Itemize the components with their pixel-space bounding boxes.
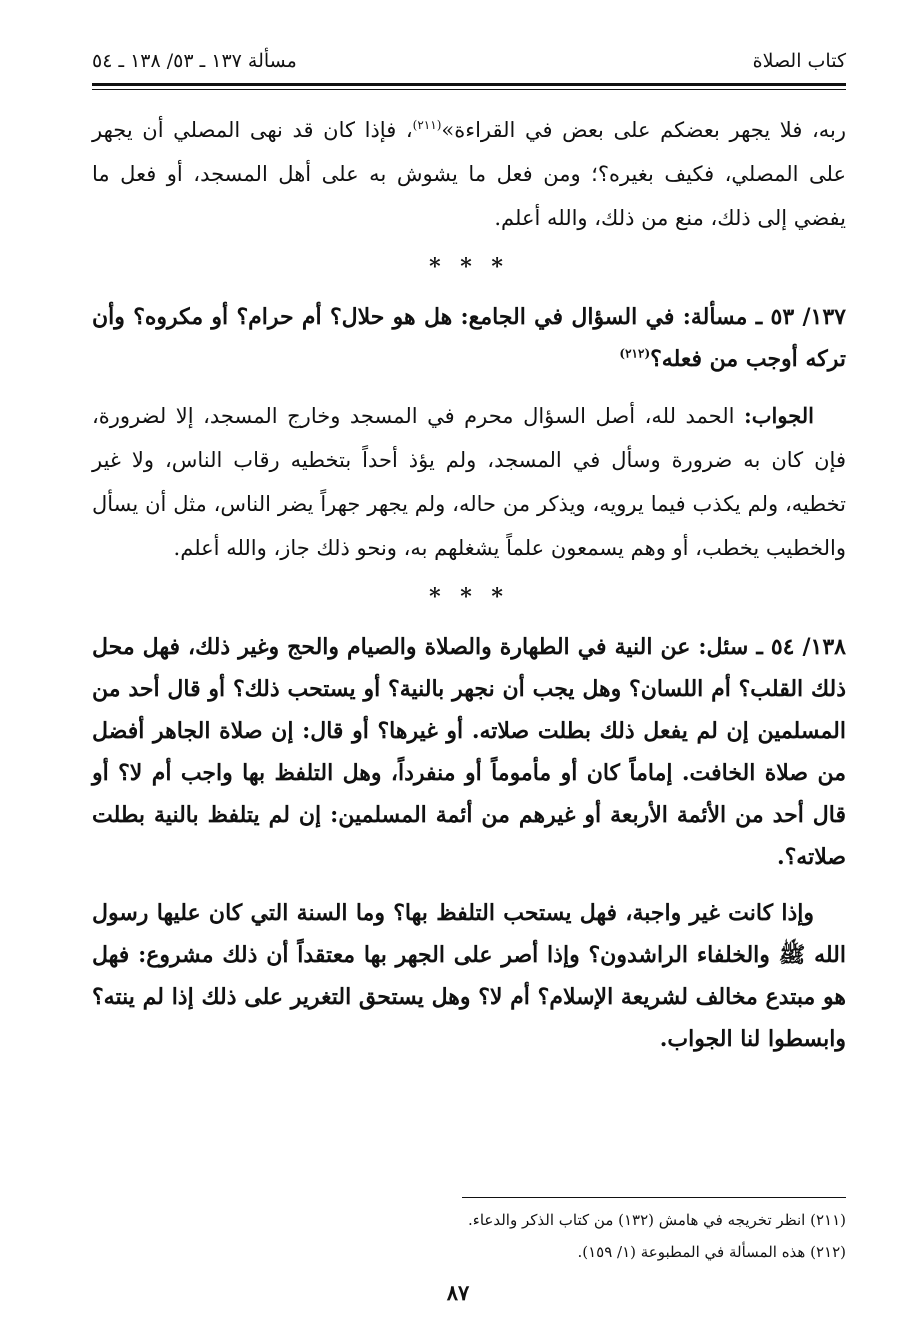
spacer-2 [92,878,846,892]
answer-137-text: الحمد لله، أصل السؤال محرم في المسجد وخارج المسجد، إلا لضرورة، فإن كان به ضرورة وسأل في المسجد، ولم يؤذ أحداً بتخطيه رقاب الناس، ولا غير تخطيه، ولم يكذب فيما يرويه، ويذكر من حاله، ولم يجهر جهراً يضر الناس، مثل أن يسأل والخطيب يخطب، أو وهم يسمعون علماً يشغلهم به، ونحو ذلك جاز، والله أعلم. [92,404,846,560]
intro-paragraph [92,108,846,240]
footnote-212: (٢١٢) هذه المسألة في المطبوعة (١/ ١٥٩). [577,1243,846,1261]
question-138-title: ١٣٨/ ٥٤ ـ سئل: عن النية في الطهارة والصلاة والصيام والحج وغير ذلك، فهل محل ذلك القلب؟ أم اللسان؟ وهل يجب أن نجهر بالنية؟ أو يستحب ذلك؟ أو قال أحد من المسلمين إن لم يفعل ذلك بطلت صلاته. أو غيرها؟ أو قال: إن صلاة الجاهر أفضل من صلاة الخافت. إماماً كان أو مأموماً أو منفرداً، وهل التلفظ بها واجب أم لا؟ أو قال أحد من الأئمة الأربعة أو غيرهم من أئمة المسلمين: إن لم يتلفظ بالنية بطلت صلاته؟. [92,634,846,870]
question-137-title [92,296,846,380]
footnote-rule [462,1197,846,1198]
spacer [92,380,846,394]
question-137-text: ١٣٧/ ٥٣ ـ مسألة: في السؤال في الجامع: هل هو حلال؟ أم حرام؟ أو مكروه؟ وأن تركه أوجب من فعله؟ [92,304,846,372]
intro-text: ربه، فلا يجهر بعضكم على بعض في القراءة» [441,118,847,142]
book-title: كتاب الصلاة [752,50,846,72]
footnote-ref-211[interactable]: (٢١١) [412,118,442,132]
footnote-211: (٢١١) انظر تخريجه في هامش (١٣٢) من كتاب الذكر والدعاء. [468,1211,846,1229]
intro-text-cont: ، فإذا كان قد نهى المصلي أن يجهر على المصلي، فكيف بغيره؟؛ ومن فعل ما يشوش به على أهل المسجد، أو فعل ما يفضي إلى ذلك، منع من ذلك، والله أعلم. [92,118,846,230]
answer-137-paragraph [92,394,846,570]
section-separator-2: * * * [429,584,509,610]
answer-label: الجواب: [744,403,814,428]
section-separator: * * * [429,254,509,280]
footnote-ref-212[interactable]: (٢١٢) [619,346,651,361]
header-rule-thin [92,89,846,90]
running-header [92,42,846,80]
main-text [92,108,846,1060]
page-number: ٨٧ [446,1280,470,1305]
section-reference: مسألة ١٣٧ ـ ٥٣/ ١٣٨ ـ ٥٤ [92,50,297,72]
question-138-followup: وإذا كانت غير واجبة، فهل يستحب التلفظ بها؟ وما السنة التي كان عليها رسول الله ﷺ والخلفاء الراشدون؟ وإذا أصر على الجهر بها معتقداً أن ذلك مشروع: فهل هو مبتدع مخالف لشريعة الإسلام؟ أم لا؟ وهل يستحق التغرير على ذلك إذا لم ينته؟ وابسطوا لنا الجواب. [92,900,846,1052]
footnotes [92,1204,846,1268]
header-rule-thick [92,83,846,86]
